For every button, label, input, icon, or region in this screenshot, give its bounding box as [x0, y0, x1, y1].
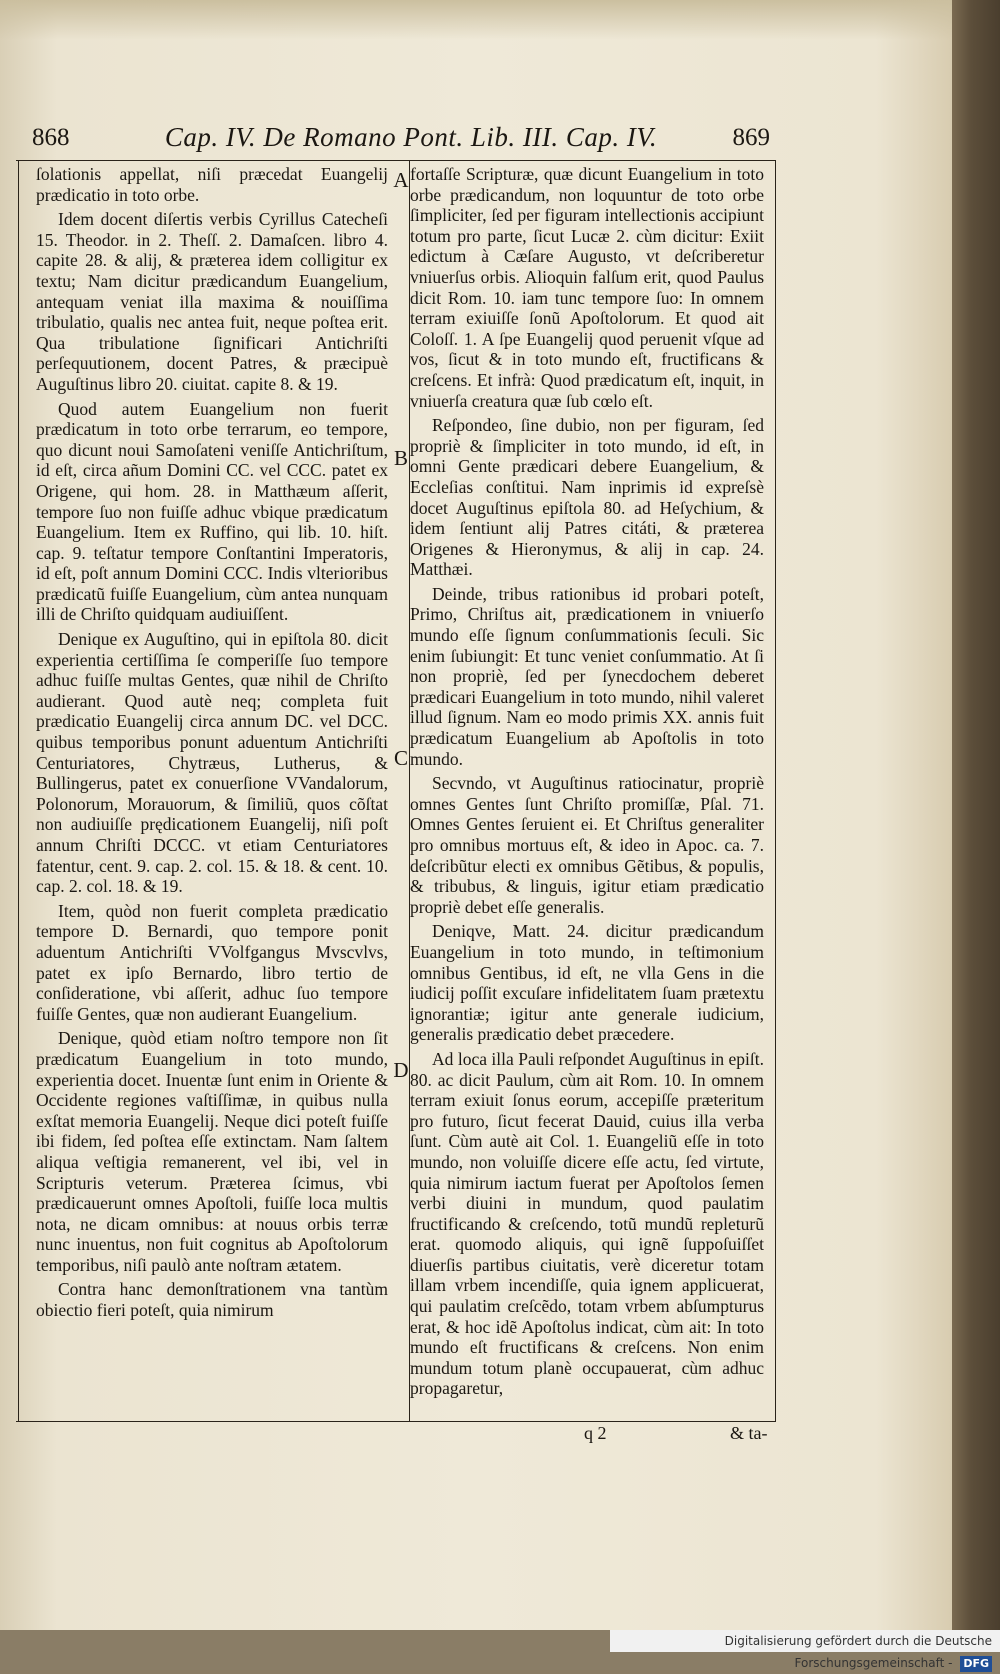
margin-letter-a: A — [393, 168, 409, 192]
paragraph: Deinde, tribus rationibus id probari poteſt, Primo, Chriſtus ait, prædicationem in vniuerſo mundo eſſe ſignum conſummationis ſeculi. Sic enim ſubiungit: Et tunc veniet conſummatio. At ſi non propriè, ſed per ſynecdochem deberet prædicari Euangelium in toto mundo, nihil valeret illud ſignum. Nam eo modo primis XX. annis fuit prædicatum Euangelium ab Apoſtolis in toto mundo. — [410, 583, 764, 769]
paragraph: Reſpondeo, ſine dubio, non per figuram, ſed propriè & ſimpliciter in toto mundo, id eſt, in omni Gente prædicari debere Euangelium, & Eccleſias conſtitui. Nam inprimis id expreſsè docet Auguſtinus epiſtola 80. ad Heſychium, & idem ſentiunt alij Patres citáti, & præterea Origenes & Hieronymus, & alij in cap. 24. Matthæi. — [410, 415, 764, 580]
paragraph: ſolationis appellat, niſi præcedat Euangelij prædicatio in toto orbe. — [36, 164, 388, 205]
page-number-right: 869 — [732, 124, 770, 151]
paragraph: Denique, quòd etiam noſtro tempore non ſit prædicatum Euangelium in toto mundo, experientia docet. Inuentæ ſunt enim in Oriente & Occidente regiones vaſtiſſimæ, in quibus nulla exſtat memoria Euangelij. Neque dici poteſt fuiſſe ibi fidem, ſed poſtea eſſe extinctam. Nam ſaltem aliqua veſtigia remanerent, vel ibi, vel in Scripturis veterum. Præterea ſcimus, vbi prædicauerunt omnes Apoſtoli, fuiſſe loca multis nota, ne dicam omnibus: at nouus orbis terræ nunc inuentus, non fuit cognitus ab Apoſtolorum temporibus, niſi paulò ante noſtram ætatem. — [36, 1028, 388, 1275]
paragraph: Quod autem Euangelium non fuerit prædicatum in toto orbe terrarum, eo tempore, quo dicunt noui Samoſateni veniſſe Antichriſtum, id eſt, circa añum Domini CC. vel CCC. patet ex Origene, qui hom. 28. in Matthæum aſſerit, tempore ſuo non fuiſſe adhuc vbique prædicatum Euangelium. Item ex Ruffino, qui lib. 10. hiſt. cap. 9. teſtatur tempore Conſtantini Imperatoris, id eſt, poſt annum Domini CCC. Indis vlterioribus prædicatũ fuiſſe Euangelium, cùm antea nunquam illi de Chriſto quidquam audiuiſſent. — [36, 398, 388, 625]
catchword: & ta- — [730, 1423, 768, 1443]
page-edge-shade — [0, 0, 952, 40]
running-title: Cap. IV. De Romano Pont. Lib. III. Cap. IV. — [164, 122, 658, 152]
paragraph: Item, quòd non fuerit completa prædicatio tempore D. Bernardi, quo tempore ponit aduentum Antichriſti VVolfgangus Mvscvlvs, patet ex ipſo Bernardo, libro tertio de conſideratione, vbi aſſerit, adhuc ſuo tempore fuiſſe Gentes, quæ non audierant Euangelium. — [36, 900, 388, 1024]
digitization-banner — [610, 1630, 1000, 1670]
paragraph: fortaſſe Scripturæ, quæ dicunt Euangelium in toto orbe prædicandum, non loquuntur de toto orbe ſimpliciter, ſed per figuram intellectionis accipiunt totum pro parte, ſicut Lucæ 2. cùm dicitur: Exiit edictum à Cæſare Augusto, vt deſcriberetur vniuerſus orbis. Alioquin falſum erit, quod Paulus dicit Rom. 10. iam tunc tempore ſuo: In omnem terram exiuiſſe ſonũ Apoſtolorum. Et quod ait Coloſſ. 1. A ſpe Euangelij quod peruenit vſque ad vos, ſicut & in toto mundo eſt, fructificans & creſcens. Et infrà: Quod prædicatum eſt, inquit, in vniuerſa creatura quæ ſub cœlo eſt. — [410, 164, 764, 411]
paragraph: Contra hanc demonſtrationem vna tantùm obiectio fieri poteſt, quia nimirum — [36, 1279, 388, 1321]
running-header — [28, 124, 774, 154]
paragraph: Ad loca illa Pauli reſpondet Auguſtinus in epiſt. 80. ac dicit Paulum, cùm ait Rom. 10. In omnem terram exiuit ſonus eorum, accepiſſe præteritum pro futuro, ſicut fecerat Dauid, cuius illa verba ſunt. Cùm autè ait Col. 1. Euangeliũ eſſe in toto mundo, non voluiſſe dicere eſſe actu, ſed virtute, quia nimirum iactum fuerat per Apoſtolos ſemen verbi diuini in mundum, quod paulatim fructificando & creſcendo, totũ mundũ repleturũ erat. quomodo aliquis, qui ignẽ ſuppoſuiſſet diuerſis partibus ciuitatis, verè diceretur totam illam vrbem incendiſſe, quia ignem applicuerat, qui paulatim creſcẽdo, totam vrbem abſumpturus erat, & hoc idẽ Apoſtolus indicat, cùm ait: In toto mundo eſt fructificans & creſcens. Non enim mundum totum planè occupauerat, cùm adhuc propagaretur, — [410, 1048, 764, 1399]
digitization-text: Digitalisierung gefördert durch die Deutsche Forschungsgemeinschaft - — [724, 1634, 992, 1670]
paragraph: Deniqve, Matt. 24. dicitur prædicandum Euangelium in toto mundo, in teſtimonium omnibus Gentibus, id eſt, ne vlla Gens in die iudicij poſſit excuſare infidelitatem ſuam prætextu ignorantiæ; igitur ante generale iudicium, generalis prædicatio debet præcedere. — [410, 921, 764, 1045]
book-spine-edge — [952, 0, 1000, 1630]
page-number-left: 868 — [32, 124, 70, 151]
paragraph: Idem docent diſertis verbis Cyrillus Catecheſi 15. Theodor. in 2. Theſſ. 2. Damaſcen. libro 4. capite 28. & alij, & præterea idem colligitur ex textu; Nam dicitur prædicandum Euangelium, antequam veniat illa maxima & nouiſſima tribulatio, qualis nec antea fuit, neque poſtea erit. Qua tribulatione ſignificari Antichriſti perſequutionem, docent Patres, & præcipuè Auguſtinus libro 20. ciuitat. capite 8. & 19. — [36, 209, 388, 394]
dfg-logo-icon: DFG — [960, 1656, 992, 1672]
margin-letter-b: B — [393, 446, 408, 470]
signature-mark: q 2 — [584, 1423, 607, 1443]
left-column — [36, 164, 388, 1325]
margin-letter-c: C — [393, 746, 408, 770]
bottom-rule — [16, 1421, 776, 1422]
paragraph: Secvndo, vt Auguſtinus ratiocinatur, propriè omnes Gentes ſunt Chriſto promiſſæ, Pſal. 71. Omnes Gentes ſeruient ei. Et Chriſtus generaliter pro omnibus mortuus eſt, & ideo in Apoc. ca. 7. deſcribũtur electi ex omnibus Gẽtibus, & populis, & tribubus, & linguis, igitur etiam prædicatio propriè debet eſſe generalis. — [410, 773, 764, 917]
margin-letter-d: D — [393, 1058, 409, 1082]
right-column — [410, 164, 764, 1403]
paragraph: Denique ex Auguſtino, qui in epiſtola 80. dicit experientia certiſſima ſe comperiſſe ſuo tempore adhuc fuiſſe multas Gentes, quæ nihil de Chriſto audierant. Quod autè neq; completa fuit prædicatio Euangelij circa annum DC. vel DCC. quibus temporibus ponunt aduentum Antichriſti Centuriatores, Chytræus, Lutherus, & Bullingerus, patet ex conuerſione VVandalorum, Polonorum, Morauorum, & ſimiliũ, quos cõſtat non audiuiſſe prędicationem Euangelij, niſi poſt annum Chriſti DCCC. vt etiam Centuriatores fatentur, cent. 9. cap. 2. col. 15. & 18. & cent. 10. cap. 2. col. 18. & 19. — [36, 629, 388, 897]
